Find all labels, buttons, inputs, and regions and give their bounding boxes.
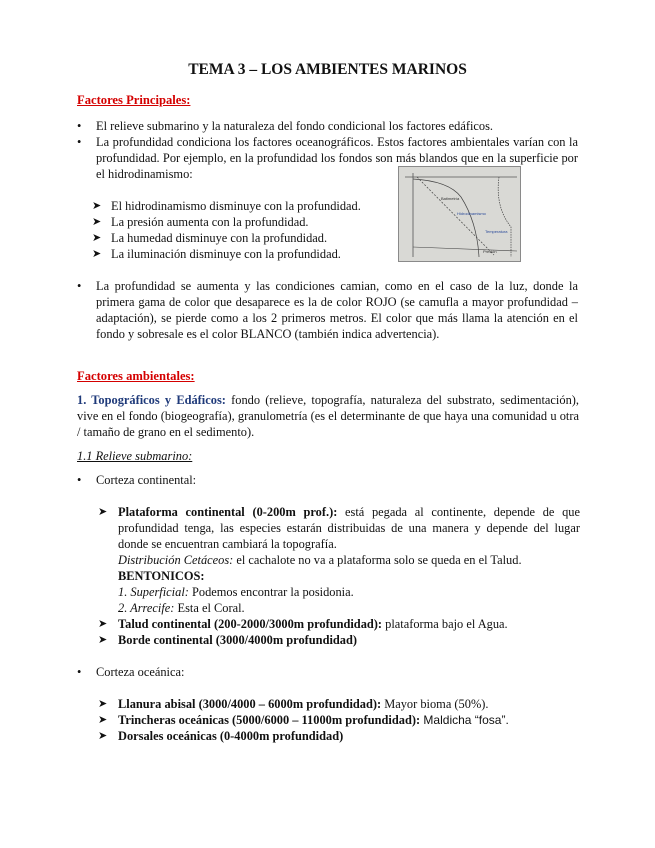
depth-factors-figure — [398, 166, 521, 262]
superficial-label: 1. Superficial: — [118, 585, 189, 599]
arrecife-text: Esta el Coral. — [174, 601, 245, 615]
talud-label: Talud continental (200-2000/3000m profundidad): — [118, 617, 383, 631]
bentonicos-arrecife — [118, 600, 245, 616]
arrow-bullet-icon: ➤ — [92, 200, 102, 212]
superficial-text: Podemos encontrar la posidonia. — [188, 585, 354, 599]
arrow-item-presion: La presión aumenta con la profundidad. — [111, 215, 309, 229]
llanura-text: Mayor bioma (50%). — [381, 697, 489, 711]
bullet-relieve: El relieve submarino y la naturaleza del fondo condicional los factores edáficos. — [96, 119, 494, 133]
arrow-bullet-icon: ➤ — [98, 618, 108, 630]
talud-continental-item — [118, 616, 508, 632]
bullet-dot: • — [77, 279, 82, 293]
bentonicos-heading: BENTONICOS: — [118, 569, 205, 583]
figure-label-presion: Presión — [483, 249, 497, 254]
paragraph-topograficos — [77, 392, 579, 440]
bullet-dot: • — [77, 119, 82, 133]
topograficos-text: fondo (relieve, topografía, naturaleza del substrato, sedimentación), vive en el fondo (biogeografía), granulometría (es el determinante de que haya una comunidad u otra / tamaño de grano en el sedimento). — [77, 393, 579, 439]
figure-label-hidrodinamismo: Hidrodinamismo — [457, 211, 486, 216]
bullet-dot: • — [77, 665, 82, 679]
subheading-relieve-submarino: 1.1 Relieve submarino: — [77, 449, 193, 463]
corteza-continental-label: Corteza continental: — [96, 473, 197, 487]
borde-continental-item: Borde continental (3000/4000m profundidad) — [118, 633, 358, 647]
trincheras-text: Maldicha “fosa”. — [420, 713, 509, 727]
distribucion-label: Distribución Cetáceos: — [118, 553, 234, 567]
llanura-abisal-item — [118, 696, 488, 712]
bullet-dot: • — [77, 135, 82, 149]
arrow-item-hidrodinamismo: El hidrodinamismo disminuye con la profundidad. — [111, 199, 361, 213]
talud-text: plataforma bajo el Agua. — [382, 617, 508, 631]
distribucion-cetaceos — [118, 552, 522, 568]
plataforma-continental-item — [118, 504, 580, 552]
arrow-bullet-icon: ➤ — [98, 730, 108, 742]
arrow-bullet-icon: ➤ — [98, 714, 108, 726]
arrow-bullet-icon: ➤ — [92, 248, 102, 260]
distribucion-text: el cachalote no va a plataforma solo se queda en el Talud. — [233, 553, 522, 567]
plataforma-text: está pegada al continente, depende de que profundidad tenga, las especies estarán distribuidas de una manera y depende del lugar donde se encuentran cambiará la topografía. — [118, 505, 580, 551]
arrow-bullet-icon: ➤ — [92, 232, 102, 244]
arrow-bullet-icon: ➤ — [98, 634, 108, 646]
corteza-oceanica-label: Corteza oceánica: — [96, 665, 185, 679]
trincheras-label: Trincheras oceánicas (5000/6000 – 11000m profundidad): — [118, 713, 421, 727]
arrow-bullet-icon: ➤ — [98, 506, 108, 518]
dorsales-oceanicas-item: Dorsales oceánicas (0-4000m profundidad) — [118, 729, 344, 743]
bullet-profundidad: La profundidad condiciona los factores oceanográficos. Estos factores ambientales varían con la profundidad. Por ejemplo, en la profundidad los fondos son más blandos que en la superficie por el hidrodinamismo: — [96, 135, 578, 181]
arrow-item-humedad: La humedad disminuye con la profundidad. — [111, 231, 328, 245]
bullet-luz: La profundidad se aumenta y las condiciones camian, como en el caso de la luz, donde la primera gama de color que desaparece es la de color ROJO (se camufla a mayor profundidad – adaptación), se pierde como a los 2 primeros metros. El color que más llama la atención en el fondo y sobresale es el color BLANCO (también indica advertencia). — [96, 279, 578, 341]
bullet-dot: • — [77, 473, 82, 487]
topograficos-label: 1. Topográficos y Edáficos: — [77, 393, 226, 407]
section-heading-factores-principales: Factores Principales: — [77, 93, 191, 107]
figure-label-temperatura: Temperatura — [485, 229, 508, 234]
arrow-item-iluminacion: La iluminación disminuye con la profundidad. — [111, 247, 341, 261]
arrecife-label: 2. Arrecife: — [118, 601, 175, 615]
llanura-label: Llanura abisal (3000/4000 – 6000m profundidad): — [118, 697, 382, 711]
plataforma-label: Plataforma continental (0-200m prof.): — [118, 505, 338, 519]
bentonicos-superficial — [118, 584, 354, 600]
arrow-bullet-icon: ➤ — [98, 698, 108, 710]
trincheras-oceanicas-item — [118, 712, 509, 728]
page-title: TEMA 3 – LOS AMBIENTES MARINOS — [188, 61, 467, 78]
section-heading-factores-ambientales: Factores ambientales: — [77, 369, 195, 383]
arrow-bullet-icon: ➤ — [92, 216, 102, 228]
figure-label-batimetria: Batimetría — [441, 196, 460, 201]
